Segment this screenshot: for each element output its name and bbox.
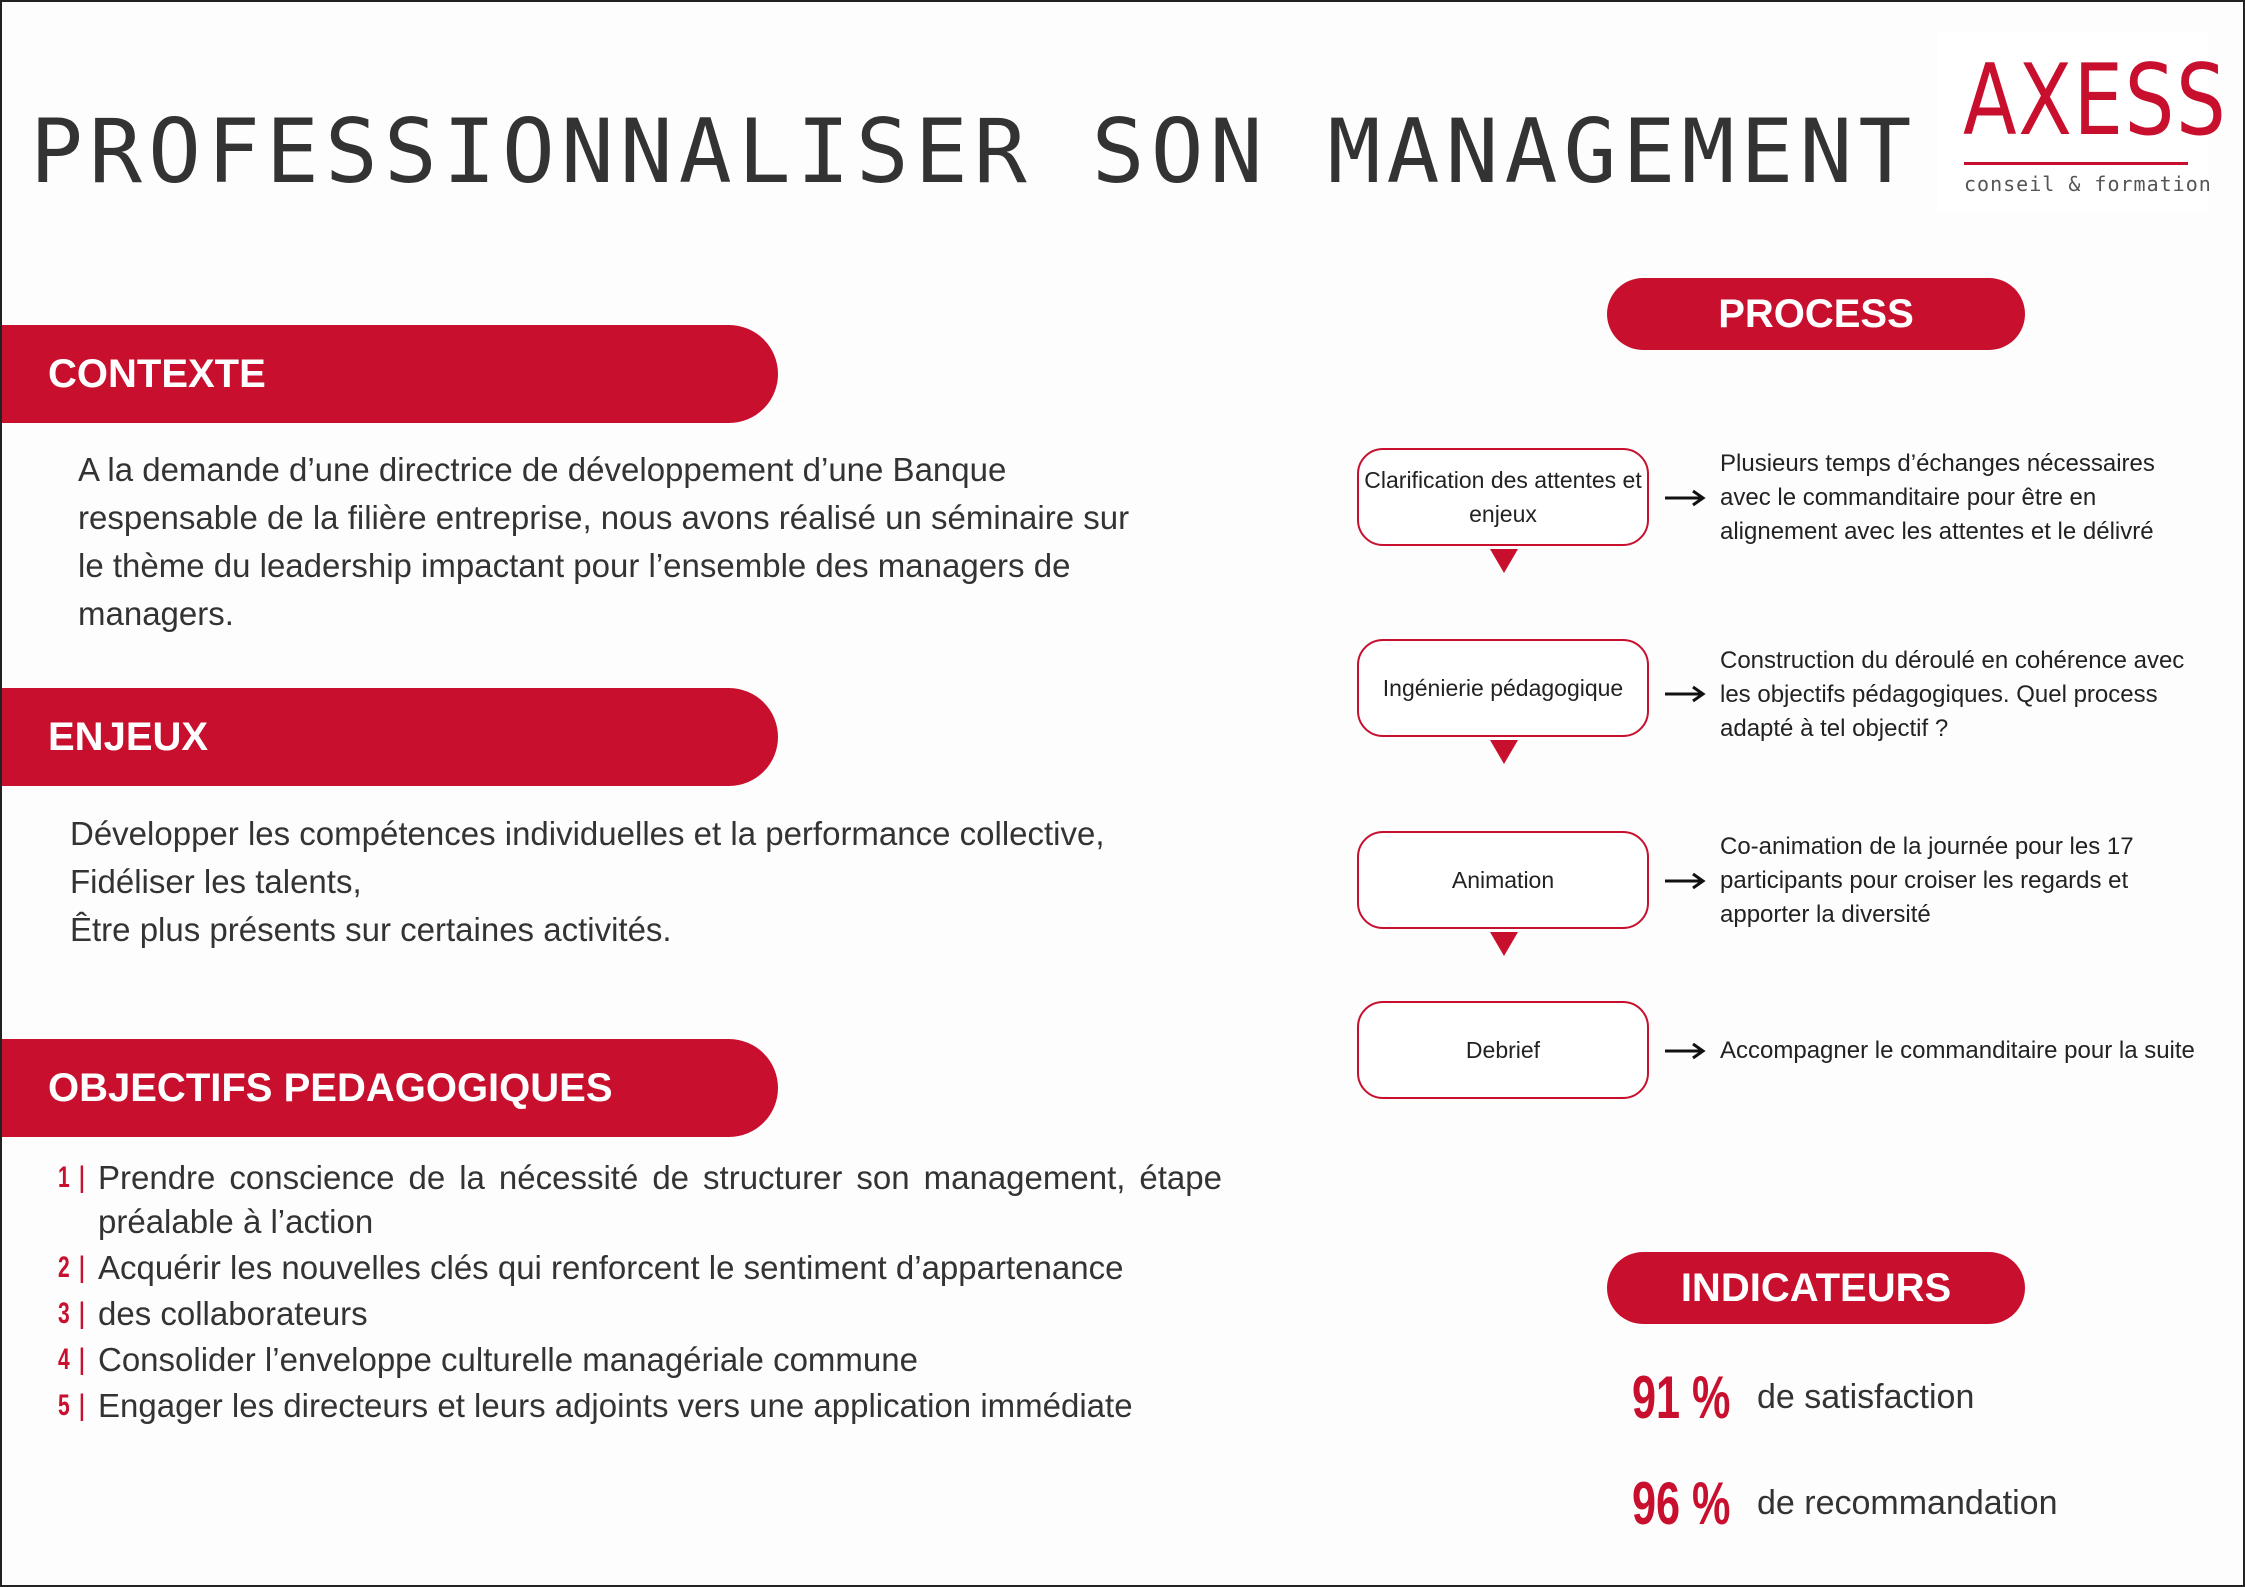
objectif-item: [58, 1384, 1222, 1428]
contexte-line: le thème du leadership impactant pour l’ensemble des managers de: [78, 547, 1071, 584]
objectif-separator: |: [78, 1297, 86, 1330]
process-step-box: Animation: [1357, 831, 1649, 929]
objectif-number: 3: [58, 1297, 70, 1330]
arrow-down-icon: [1490, 932, 1518, 956]
process-step-box: Ingénierie pédagogique: [1357, 639, 1649, 737]
process-step-description: Plusieurs temps d’échanges nécessaires avec le commanditaire pour être en alignement avec les attentes et le délivré: [1720, 450, 2155, 545]
objectifs-list: [58, 1156, 1222, 1430]
process-step-box: Debrief: [1357, 1001, 1649, 1099]
enjeux-heading: ENJEUX: [2, 688, 778, 786]
contexte-line: A la demande d’une directrice de développement d’une Banque: [78, 451, 1007, 488]
objectif-number: 5: [58, 1389, 70, 1422]
arrow-down-icon: [1490, 549, 1518, 573]
objectif-item: [58, 1156, 1222, 1244]
enjeux-line: Développer les compétences individuelles et la performance collective,: [70, 815, 1105, 852]
objectif-text: Acquérir les nouvelles clés qui renforcent le sentiment d’appartenance: [98, 1249, 1124, 1286]
indicator-value: 96 %: [1632, 1470, 1731, 1537]
objectif-separator: |: [78, 1343, 86, 1376]
process-step-box: Clarification des attentes et enjeux: [1357, 448, 1649, 546]
enjeux-line: Fidéliser les talents,: [70, 863, 362, 900]
arrow-down-icon: [1490, 740, 1518, 764]
objectif-text: Prendre conscience de la nécessité de structurer son management, étape préalable à l’action: [98, 1159, 1222, 1240]
contexte-line: respensable de la filière entreprise, nous avons réalisé un séminaire sur: [78, 499, 1130, 536]
indicator-label: de satisfaction: [1757, 1378, 1975, 1416]
contexte-text: [78, 446, 1228, 638]
indicator-value: 91 %: [1632, 1364, 1731, 1431]
objectif-separator: |: [78, 1389, 86, 1422]
enjeux-line: Être plus présents sur certaines activités.: [70, 911, 672, 948]
contexte-line: managers.: [78, 595, 234, 632]
objectif-text: Consolider l’enveloppe culturelle managériale commune: [98, 1341, 918, 1378]
objectif-item: [58, 1246, 1222, 1290]
process-step-description: Co-animation de la journée pour les 17 participants pour croiser les regards et apporter la diversité: [1720, 833, 2134, 928]
contexte-heading: CONTEXTE: [2, 325, 778, 423]
logo-rule: [1964, 162, 2188, 165]
objectif-number: 2: [58, 1251, 70, 1284]
objectif-separator: |: [78, 1251, 86, 1284]
objectif-separator: |: [78, 1161, 86, 1194]
objectifs-heading: OBJECTIFS PEDAGOGIQUES: [2, 1039, 778, 1137]
indicator-label: de recommandation: [1757, 1484, 2058, 1522]
enjeux-text: [70, 810, 1220, 954]
objectif-number: 1: [58, 1161, 70, 1194]
objectif-text: des collaborateurs: [98, 1295, 368, 1332]
axess-logo: [1938, 32, 2228, 212]
logo-wordmark: AXESS: [1963, 44, 2228, 158]
objectif-item: [58, 1292, 1222, 1336]
process-heading: PROCESS: [1607, 278, 2025, 350]
objectif-number: 4: [58, 1343, 70, 1376]
page-title: PROFESSIONNALISER SON MANAGEMENT: [30, 100, 1918, 203]
arrow-right-icon: [1665, 684, 1709, 704]
indicateurs-heading: INDICATEURS: [1607, 1252, 2025, 1324]
objectif-text: Engager les directeurs et leurs adjoints vers une application immédiate: [98, 1387, 1133, 1424]
process-step-description: Accompagner le commanditaire pour la suite: [1720, 1037, 2195, 1064]
objectif-item: [58, 1338, 1222, 1382]
logo-tagline: conseil & formation: [1964, 172, 2212, 196]
process-step-description: Construction du déroulé en cohérence avec les objectifs pédagogiques. Quel process adapté à tel objectif ?: [1720, 647, 2185, 742]
arrow-right-icon: [1665, 871, 1709, 891]
arrow-right-icon: [1665, 488, 1709, 508]
arrow-right-icon: [1665, 1041, 1709, 1061]
